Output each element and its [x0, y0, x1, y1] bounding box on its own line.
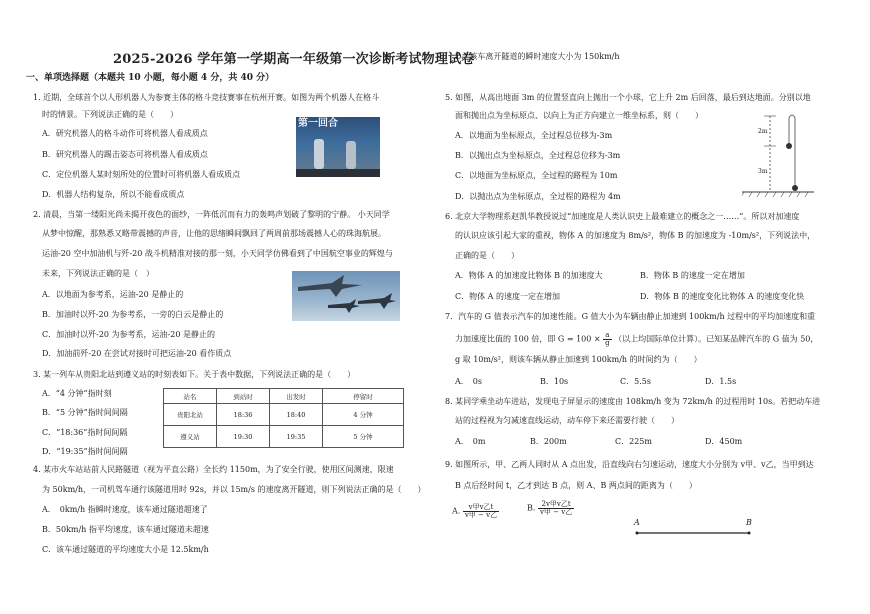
q6-stem-line2: 的认识应该引起大家的重视，物体 A 的加速度为 8m/s²，物体 B 的加速度为 -10m/s²，下列说法中，	[455, 231, 816, 240]
q5-option-c: C．以地面为坐标原点，全过程的路程为 10m	[455, 171, 618, 180]
q9-stem-line1: 9. 如图所示，甲、乙两人同时从 A 点出发，沿直线向右匀速运动，速度大小分别为 v甲、v乙，当甲到达	[445, 460, 814, 469]
robot-figure-left	[314, 139, 324, 169]
robot-figure-right	[346, 141, 356, 169]
ab-segment-figure	[628, 515, 758, 541]
ab-segment-diagram	[628, 515, 758, 541]
q5-stem-line2: 面和抛出点为坐标原点、以向上为正方向建立一维坐标系，则（ ）	[455, 111, 703, 120]
timetable-cell: 19:35	[270, 426, 323, 448]
q2-stem-line1: 2. 清晨，当第一缕阳光尚未揭开夜色的面纱，一阵低沉而有力的轰鸣声划破了黎明的宁静。 小天同学	[33, 210, 390, 219]
q3-option-d: D．“19:35”指时间间隔	[42, 447, 128, 456]
q3-stem: 3. 某一列车从贵阳北站到遵义站的时刻表如下。关于表中数据，下列说法正确的是（ ）	[33, 370, 356, 379]
q4-option-b: B．50km/h 指平均速度，该车通过隧道未超速	[42, 525, 209, 534]
q7-stem-line1: 7．汽车的 G 值表示汽车的加速性能。G 值大小为车辆由静止加速到 100km/h 过程中的平均加速度和重	[445, 312, 816, 321]
q8-stem-line2: 站的过程视为匀减速直线运动，动车停下来还需要行驶（ ）	[455, 416, 679, 425]
q3-option-c: C．“18:36”指时间间隔	[42, 428, 128, 437]
ball-ground	[792, 185, 798, 191]
q9-stem-line2: B 点后经时间 t，乙才到达 B 点，则 A、B 两点间的距离为（ ）	[455, 481, 697, 490]
q9-option-b-fraction	[538, 501, 574, 516]
point-b	[748, 532, 751, 535]
timetable	[163, 388, 404, 448]
q6-option-a: A．物体 A 的加速度比物体 B 的加速度大	[455, 271, 603, 280]
formula-fraction	[603, 332, 611, 347]
q2-option-d: D．加油前歼-20 在尝试对接时可把运油-20 看作质点	[42, 349, 232, 358]
q4-stem-line1: 4. 某市火车站站前人民路隧道（视为平直公路）全长约 1150m，为了安全行驶，使用区间测速，限速	[33, 465, 394, 474]
fraction-numerator: a	[603, 332, 611, 340]
q6-option-c: C．物体 A 的速度一定在增加	[455, 292, 560, 301]
timetable-header: 停留时	[323, 389, 404, 404]
q2-option-c: C．加油时以歼-20 为参考系，运油-20 是静止的	[42, 330, 215, 339]
q8-option-c: C．225m	[615, 437, 652, 446]
q2-option-b: B．加油时以歼-20 为参考系，一旁的白云是静止的	[42, 310, 224, 319]
page-title: 2025-2026 学年第一学期高一年级第一次诊断考试物理试卷	[113, 52, 475, 67]
aircraft-silhouettes	[292, 271, 400, 321]
label-3m: 3m	[758, 168, 768, 175]
fraction-numerator: v甲v乙t	[463, 504, 499, 512]
ball-start	[786, 143, 792, 149]
tanker-plane	[298, 275, 362, 297]
q9-option-b	[527, 501, 574, 516]
q5-option-b: B．以抛出点为坐标原点，全过程总位移为-3m	[455, 151, 621, 160]
timetable-cell: 19:30	[217, 426, 270, 448]
timetable-cell: 18:40	[270, 404, 323, 426]
q2-stem-line4: 未来，下列说法正确的是（ ）	[42, 269, 154, 278]
timetable-header: 站名	[164, 389, 217, 404]
q7-option-b: B．10s	[540, 377, 569, 386]
q6-stem-line1: 6. 北京大学物理系赵凯华教授说过“加速度是人类认识史上最难建立的概念之一……”。所以对加速度	[445, 212, 800, 221]
section-heading: 一、单项选择题（本题共 10 小题，每小题 4 分，共 40 分）	[26, 73, 275, 83]
q1-stem-line1: 1. 近期，全球首个以人形机器人为参赛主体的格斗竞技赛事在杭州开赛。如图为两个机器人在格斗	[33, 93, 380, 102]
timetable-cell: 5 分钟	[323, 426, 404, 448]
q2-stem-line2: 从梦中惊醒，那熟悉又略带震撼的声音，让他的思绪瞬间飘回了两周前那场震撼人心的珠海航展。	[42, 229, 386, 238]
ground-hatch	[742, 192, 808, 197]
q9-option-a-fraction	[463, 504, 499, 519]
ball-trajectory-figure	[742, 108, 817, 200]
q6-stem-line3: 正确的是（ ）	[455, 251, 519, 260]
fraction-denominator: v甲 − v乙	[464, 511, 498, 519]
q9-option-a	[452, 504, 499, 519]
aircraft-refuel-photo	[292, 271, 400, 321]
q7-stem-line2-a: 力加速度比值的 100 倍，即 G = 100 ×	[455, 334, 601, 344]
q4-stem-line2: 为 50km/h，一司机驾车通行该隧道用时 92s，并以 15m/s 的速度离开隧道，则下列说法正确的是（ ）	[42, 485, 426, 494]
q8-option-b: B．200m	[530, 437, 567, 446]
point-a-label: A	[634, 518, 640, 527]
point-b-label: B	[746, 518, 752, 527]
q5-stem-line1: 5. 如图，从高出地面 3m 的位置竖直向上抛出一个小球，它上升 2m 后回落，最后到达地面。分别以地	[445, 93, 811, 102]
q7-stem-line2	[455, 332, 818, 347]
q9-option-b-label: B.	[527, 503, 536, 513]
timetable-cell: 18:36	[217, 404, 270, 426]
q5-option-d: D．以抛出点为坐标原点，全过程的路程为 4m	[455, 192, 621, 201]
q4-option-d: D．该车离开隧道的瞬时速度大小为 150km/h	[455, 52, 620, 61]
q1-stem-line2: 时的情景。下列说法正确的是（ ）	[42, 110, 178, 119]
fraction-denominator: g	[605, 339, 610, 347]
q1-option-a: A．研究机器人的格斗动作可将机器人看成质点	[42, 129, 208, 138]
q4-option-a: A． 0km/h 指瞬时速度，该车通过隧道超速了	[42, 505, 208, 514]
fighter-jet-1	[358, 293, 396, 309]
q2-stem-line3: 运油-20 空中加油机与歼-20 战斗机精准对接的那一刻，小天同学仿佛看到了中国航空事业的辉煌与	[42, 249, 393, 258]
q8-option-d: D．450m	[705, 437, 743, 446]
q7-option-d: D．1.5s	[705, 377, 737, 386]
photo-caption: 第一回合	[298, 118, 338, 129]
ring-floor	[296, 169, 380, 177]
ball-throw-diagram	[742, 108, 817, 200]
timetable-cell: 4 分钟	[323, 404, 404, 426]
label-2m: 2m	[758, 128, 768, 135]
q4-option-c: C．该车通过隧道的平均速度大小是 12.5km/h	[42, 545, 209, 554]
q1-option-d: D．机器人结构复杂，所以不能看成质点	[42, 190, 185, 199]
q9-option-a-label: A.	[452, 506, 461, 516]
fraction-denominator: v甲 − v乙	[539, 508, 573, 516]
q6-option-b: B．物体 B 的速度一定在增加	[640, 271, 745, 280]
q7-stem-line3: g 取 10m/s²，则该车辆从静止加速到 100km/h 的时间约为（ ）	[455, 355, 702, 364]
q5-option-a: A．以地面为坐标原点，全过程总位移为-3m	[455, 131, 613, 140]
q7-option-a: A． 0s	[455, 377, 482, 386]
timetable-cell: 遵义站	[164, 426, 217, 448]
q1-option-b: B．研究机器人的踢击姿态可将机器人看成质点	[42, 150, 208, 159]
point-a	[636, 532, 639, 535]
q3-option-b: B．“5 分钟”指时间间隔	[42, 408, 128, 417]
q8-stem-line1: 8. 某同学乘坐动车进站，发现电子屏显示的速度由 108km/h 变为 72km/h 的过程用时 10s。若把动车进	[445, 397, 821, 406]
q3-option-a: A．“4 分钟”指时刻	[42, 389, 112, 398]
q8-option-a: A． 0m	[455, 437, 486, 446]
robot-fight-photo	[296, 117, 380, 177]
timetable-header: 到站时	[217, 389, 270, 404]
q7-option-c: C．5.5s	[620, 377, 651, 386]
q2-option-a: A．以地面为参考系，运油-20 是静止的	[42, 290, 184, 299]
timetable-cell: 贵阳北站	[164, 404, 217, 426]
q7-stem-line2-b: （以上均国际单位计算）。已知某品牌汽车的 G 值为 50，	[614, 334, 819, 344]
q6-option-d: D．物体 B 的速度变化比物体 A 的速度变化快	[640, 292, 805, 301]
q1-option-c: C．定位机器人某时刻所处的位置时可将机器人看成质点	[42, 170, 241, 179]
fighter-jet-2	[328, 299, 360, 313]
fraction-numerator: 2v甲v乙t	[538, 501, 574, 509]
trajectory-path	[789, 115, 795, 190]
timetable-header: 出发时	[270, 389, 323, 404]
